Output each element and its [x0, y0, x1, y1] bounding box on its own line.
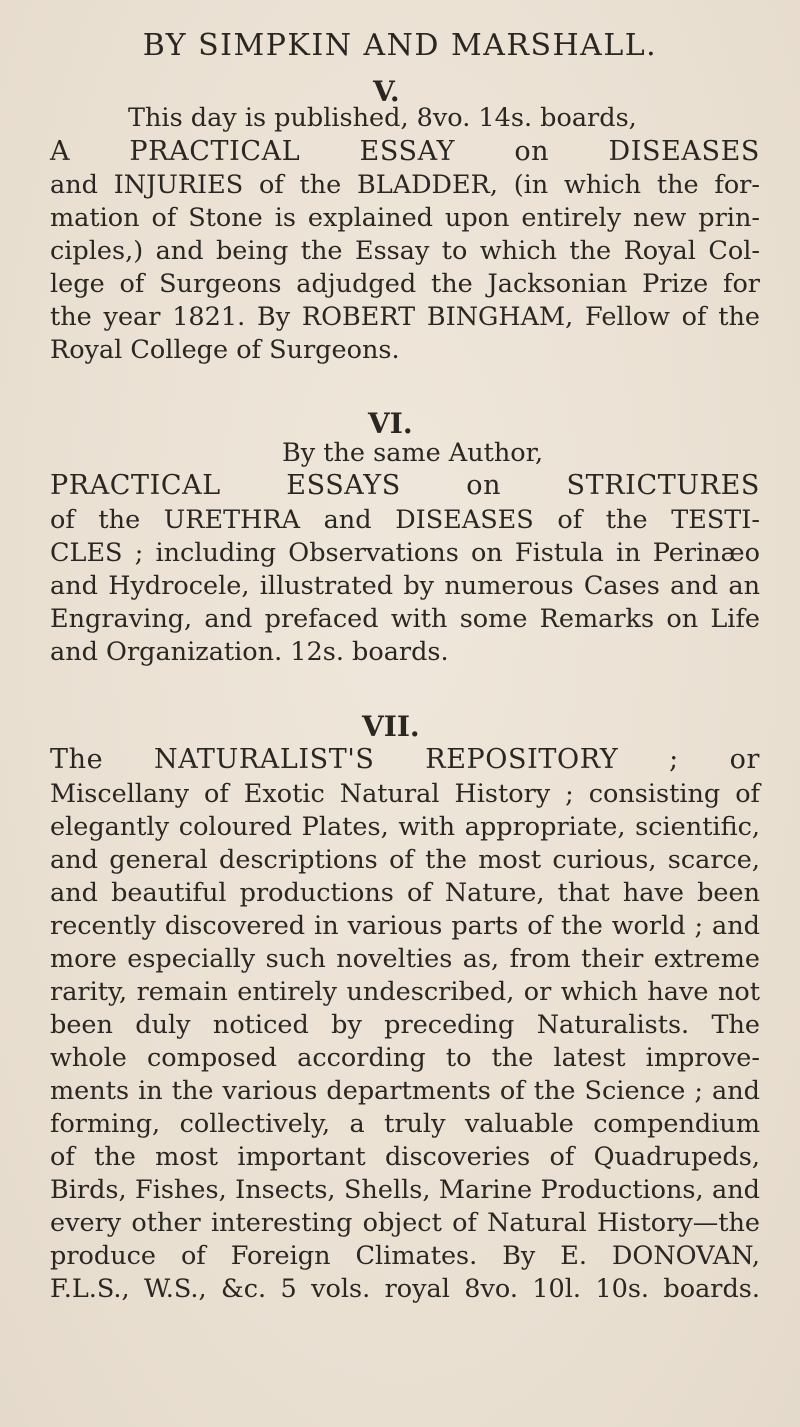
advert-vii-line-6: recently discovered in various parts of the world ; and: [50, 911, 760, 941]
section-numeral-v: V.: [373, 75, 400, 108]
advert-vii-line-7: more especially such novelties as, from their extreme: [50, 944, 760, 974]
advert-v-line-3: and INJURIES of the BLADDER, (in which the for-: [50, 170, 760, 200]
advert-vii-line-9: been duly noticed by preceding Naturalists. The: [50, 1010, 760, 1040]
advert-vii-line-10: whole composed according to the latest improve-: [50, 1043, 760, 1073]
publisher-header: BY SIMPKIN AND MARSHALL.: [142, 28, 658, 63]
advert-vi-line-1: By the same Author,: [282, 438, 544, 468]
advert-v-line-1: This day is published, 8vo. 14s. boards,: [128, 103, 637, 133]
advert-v-title: A PRACTICAL ESSAY on DISEASES: [50, 136, 760, 167]
advert-v-line-4: mation of Stone is explained upon entirely new prin-: [50, 203, 760, 233]
advert-vii-line-4: and general descriptions of the most curious, scarce,: [50, 845, 760, 875]
advert-v-line-5: ciples,) and being the Essay to which the Royal Col-: [50, 236, 760, 266]
advert-vi-line-7: and Organization. 12s. boards.: [50, 637, 449, 667]
advert-vii-line-12: forming, collectively, a truly valuable compendium: [50, 1109, 760, 1139]
advert-v-line-7: the year 1821. By ROBERT BINGHAM, Fellow of the: [50, 302, 760, 332]
advert-vii-line-14: Birds, Fishes, Insects, Shells, Marine Productions, and: [50, 1175, 760, 1205]
advert-vii-title: The NATURALIST'S REPOSITORY ; or: [50, 744, 760, 775]
advert-vi-line-4: CLES ; including Observations on Fistula in Perinæo: [50, 538, 760, 568]
advert-vi-title: PRACTICAL ESSAYS on STRICTURES: [50, 470, 760, 501]
advert-vii-line-15: every other interesting object of Natural History—the: [50, 1208, 760, 1238]
advert-vii-line-11: ments in the various departments of the Science ; and: [50, 1076, 760, 1106]
advert-v-line-8: Royal College of Surgeons.: [50, 335, 400, 365]
section-numeral-vii: VII.: [362, 710, 420, 743]
section-numeral-vi: VI.: [368, 407, 413, 440]
advert-vii-line-5: and beautiful productions of Nature, that have been: [50, 878, 760, 908]
advert-vii-line-16: produce of Foreign Climates. By E. DONOVAN,: [50, 1241, 760, 1271]
advert-vii-line-2: Miscellany of Exotic Natural History ; consisting of: [50, 779, 760, 809]
advert-vii-line-3: elegantly coloured Plates, with appropriate, scientific,: [50, 812, 760, 842]
advert-vi-line-5: and Hydrocele, illustrated by numerous Cases and an: [50, 571, 760, 601]
advert-vi-line-3: of the URETHRA and DISEASES of the TESTI-: [50, 505, 760, 535]
advert-vii-line-13: of the most important discoveries of Quadrupeds,: [50, 1142, 760, 1172]
advert-vi-line-6: Engraving, and prefaced with some Remarks on Life: [50, 604, 760, 634]
advert-vii-line-8: rarity, remain entirely undescribed, or which have not: [50, 977, 760, 1007]
advert-v-line-6: lege of Surgeons adjudged the Jacksonian Prize for: [50, 269, 760, 299]
advert-vii-line-17: F.L.S., W.S., &c. 5 vols. royal 8vo. 10l. 10s. boards.: [50, 1274, 760, 1304]
